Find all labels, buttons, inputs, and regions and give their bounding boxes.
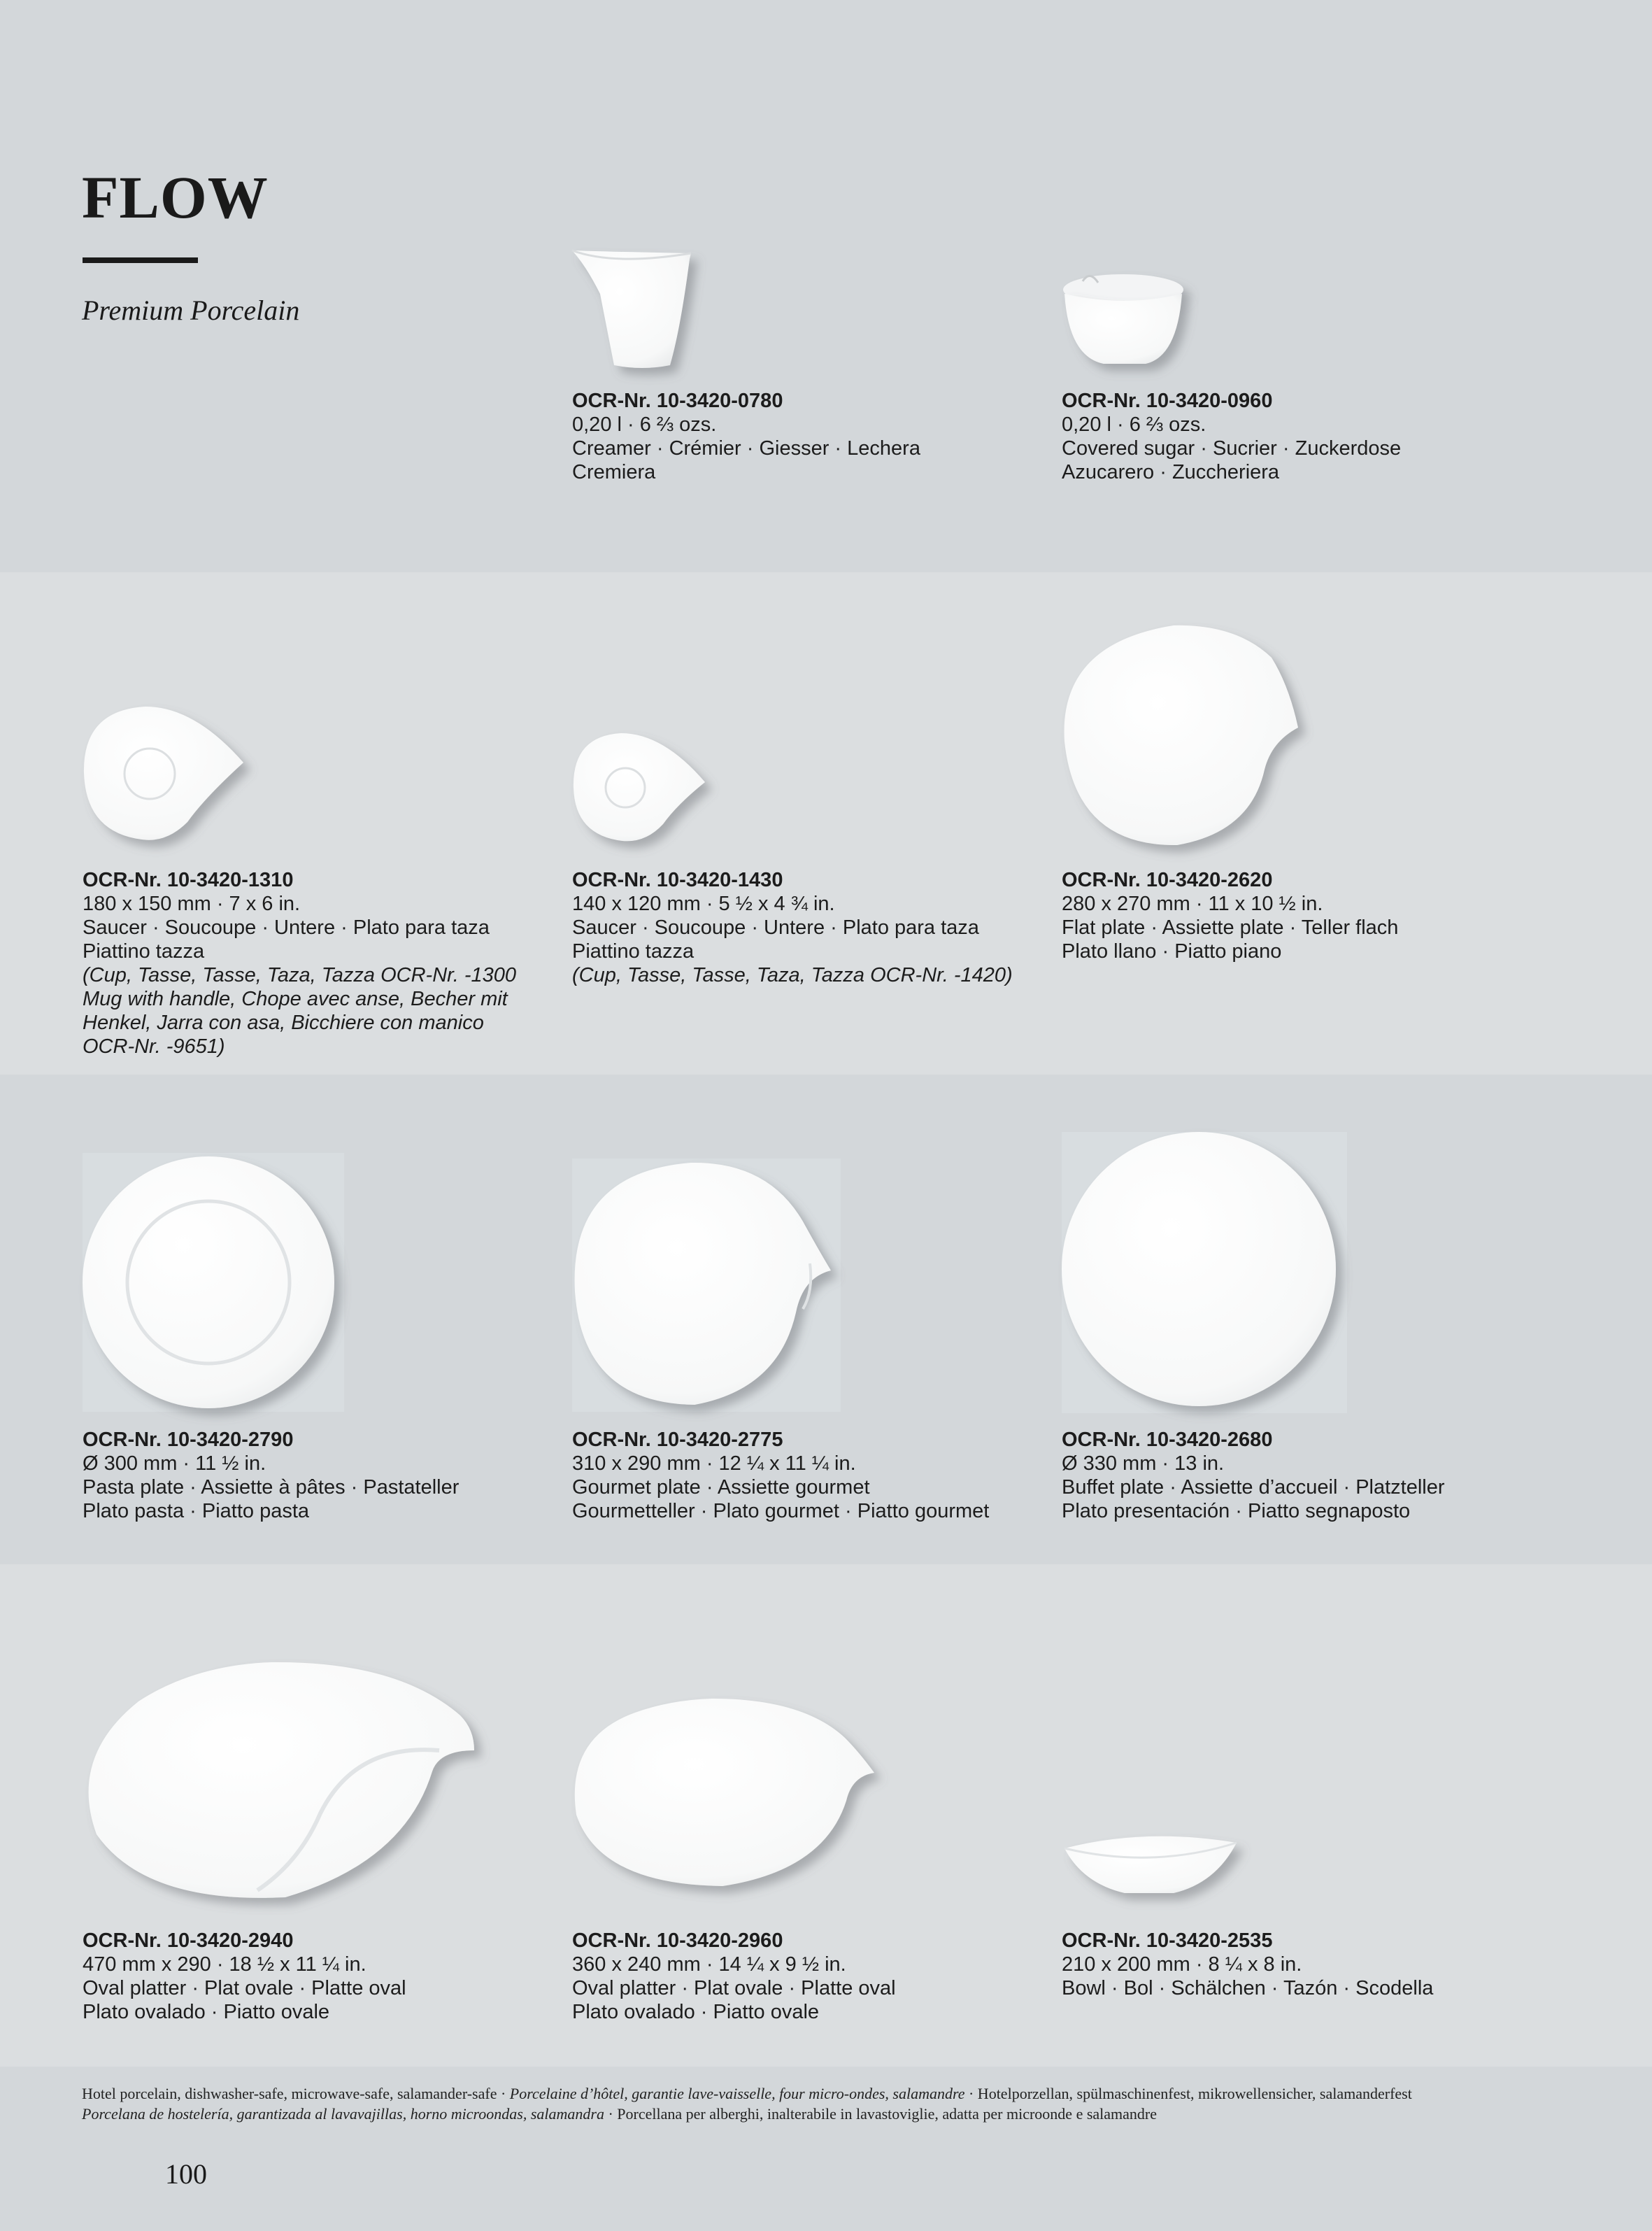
product-number: OCR-Nr. 10-3420-2535 bbox=[1062, 1929, 1273, 1952]
product-detail: Oval platter · Plat ovale · Platte oval bbox=[83, 1977, 406, 1999]
product-caption-0780 bbox=[572, 389, 1048, 484]
product-number: OCR-Nr. 10-3420-2790 bbox=[83, 1429, 294, 1451]
product-note: Mug with handle, Chope avec anse, Becher mit bbox=[83, 988, 508, 1010]
product-detail: Covered sugar · Sucrier · Zuckerdose bbox=[1062, 437, 1402, 460]
product-caption-0960 bbox=[1062, 389, 1537, 484]
product-caption-2620 bbox=[1062, 868, 1537, 963]
page-subtitle: Premium Porcelain bbox=[82, 295, 300, 326]
product-caption-2790 bbox=[83, 1428, 558, 1523]
creamer-icon bbox=[572, 245, 712, 378]
product-note: OCR-Nr. -9651) bbox=[83, 1035, 225, 1058]
product-detail: 0,20 l · 6 ⅔ ozs. bbox=[572, 413, 717, 436]
product-number: OCR-Nr. 10-3420-0960 bbox=[1062, 390, 1273, 412]
product-detail: Ø 330 mm · 13 in. bbox=[1062, 1452, 1225, 1475]
product-detail: 210 x 200 mm · 8 ¼ x 8 in. bbox=[1062, 1953, 1302, 1976]
buffet-plate-icon bbox=[1062, 1132, 1348, 1419]
product-number: OCR-Nr. 10-3420-0780 bbox=[572, 390, 783, 412]
product-detail: Saucer · Soucoupe · Untere · Plato para taza bbox=[572, 916, 979, 939]
product-detail: 360 x 240 mm · 14 ¼ x 9 ½ in. bbox=[572, 1953, 846, 1976]
product-number: OCR-Nr. 10-3420-1310 bbox=[83, 869, 294, 891]
product-detail: Oval platter · Plat ovale · Platte oval bbox=[572, 1977, 896, 1999]
product-detail: 310 x 290 mm · 12 ¼ x 11 ¼ in. bbox=[572, 1452, 856, 1475]
product-detail: Plato presentación · Piatto segnaposto bbox=[1062, 1500, 1411, 1522]
saucer-small-icon bbox=[572, 728, 712, 847]
product-detail: Buffet plate · Assiette d’accueil · Platzteller bbox=[1062, 1476, 1445, 1499]
product-detail: 470 mm x 290 · 18 ½ x 11 ¼ in. bbox=[83, 1953, 366, 1976]
product-detail: Creamer · Crémier · Giesser · Lechera bbox=[572, 437, 920, 460]
footer-es: Porcelana de hostelería, garantizada al lavavajillas, horno microondas, salamandra bbox=[82, 2105, 604, 2123]
footer-line-1 bbox=[82, 2083, 1579, 2104]
footer-en: Hotel porcelain, dishwasher-safe, microwave-safe, salamander-safe · bbox=[82, 2085, 510, 2102]
product-caption-1430 bbox=[572, 868, 1048, 987]
product-detail: Pasta plate · Assiette à pâtes · Pastateller bbox=[83, 1476, 460, 1499]
product-detail: Bowl · Bol · Schälchen · Tazón · Scodella bbox=[1062, 1977, 1434, 1999]
product-detail: Plato ovalado · Piatto ovale bbox=[83, 2001, 330, 2023]
product-caption-2680 bbox=[1062, 1428, 1537, 1523]
oval-platter-large-icon bbox=[83, 1659, 481, 1911]
section-band-1 bbox=[0, 0, 1652, 572]
product-detail: 280 x 270 mm · 11 x 10 ½ in. bbox=[1062, 893, 1323, 915]
product-detail: Plato llano · Piatto piano bbox=[1062, 940, 1282, 963]
product-note: (Cup, Tasse, Tasse, Taza, Tazza OCR-Nr. -1300 bbox=[83, 964, 517, 986]
product-detail: Plato pasta · Piatto pasta bbox=[83, 1500, 310, 1522]
oval-platter-icon bbox=[572, 1696, 880, 1899]
page-number: 100 bbox=[165, 2158, 207, 2190]
flat-plate-icon bbox=[1062, 623, 1306, 854]
product-note: (Cup, Tasse, Tasse, Taza, Tazza OCR-Nr. -1420) bbox=[572, 964, 1013, 986]
product-number: OCR-Nr. 10-3420-2775 bbox=[572, 1429, 783, 1451]
bowl-icon bbox=[1062, 1827, 1251, 1904]
footer-line-2 bbox=[82, 2104, 1579, 2124]
product-caption-2535 bbox=[1062, 1929, 1537, 2000]
product-detail: Cremiera bbox=[572, 461, 656, 483]
saucer-icon bbox=[83, 700, 250, 847]
pasta-plate-icon bbox=[83, 1153, 348, 1419]
product-note: Henkel, Jarra con asa, Bicchiere con manico bbox=[83, 1012, 484, 1034]
title-underline bbox=[83, 257, 198, 263]
product-caption-1310 bbox=[83, 868, 558, 1058]
product-caption-2775 bbox=[572, 1428, 1048, 1523]
product-detail: Ø 300 mm · 11 ½ in. bbox=[83, 1452, 266, 1475]
product-number: OCR-Nr. 10-3420-1430 bbox=[572, 869, 783, 891]
product-number: OCR-Nr. 10-3420-2620 bbox=[1062, 869, 1273, 891]
footer-notes bbox=[82, 2083, 1579, 2124]
product-detail: Piattino tazza bbox=[83, 940, 205, 963]
product-detail: Azucarero · Zuccheriera bbox=[1062, 461, 1280, 483]
product-caption-2960 bbox=[572, 1929, 1048, 2024]
product-detail: 0,20 l · 6 ⅔ ozs. bbox=[1062, 413, 1206, 436]
footer-it: · Porcellana per alberghi, inalterabile in lavastoviglie, adatta per microonde e salamandre bbox=[604, 2105, 1157, 2123]
product-detail: Flat plate · Assiette plate · Teller flach bbox=[1062, 916, 1399, 939]
product-caption-2940 bbox=[83, 1929, 558, 2024]
gourmet-plate-icon bbox=[572, 1159, 838, 1424]
product-number: OCR-Nr. 10-3420-2960 bbox=[572, 1929, 783, 1952]
product-detail: Saucer · Soucoupe · Untere · Plato para taza bbox=[83, 916, 490, 939]
product-number: OCR-Nr. 10-3420-2940 bbox=[83, 1929, 294, 1952]
footer-fr: Porcelaine d’hôtel, garantie lave-vaisselle, four micro-ondes, salamandre bbox=[509, 2085, 965, 2102]
footer-de: · Hotelporzellan, spülmaschinenfest, mikrowellensicher, salamanderfest bbox=[964, 2085, 1412, 2102]
product-detail: 140 x 120 mm · 5 ½ x 4 ¾ in. bbox=[572, 893, 835, 915]
product-detail: 180 x 150 mm · 7 x 6 in. bbox=[83, 893, 301, 915]
product-detail: Piattino tazza bbox=[572, 940, 695, 963]
product-detail: Gourmet plate · Assiette gourmet bbox=[572, 1476, 870, 1499]
product-number: OCR-Nr. 10-3420-2680 bbox=[1062, 1429, 1273, 1451]
page-title: FLOW bbox=[82, 164, 269, 231]
sugar-bowl-icon bbox=[1062, 266, 1202, 385]
product-detail: Gourmetteller · Plato gourmet · Piatto gourmet bbox=[572, 1500, 990, 1522]
product-detail: Plato ovalado · Piatto ovale bbox=[572, 2001, 820, 2023]
